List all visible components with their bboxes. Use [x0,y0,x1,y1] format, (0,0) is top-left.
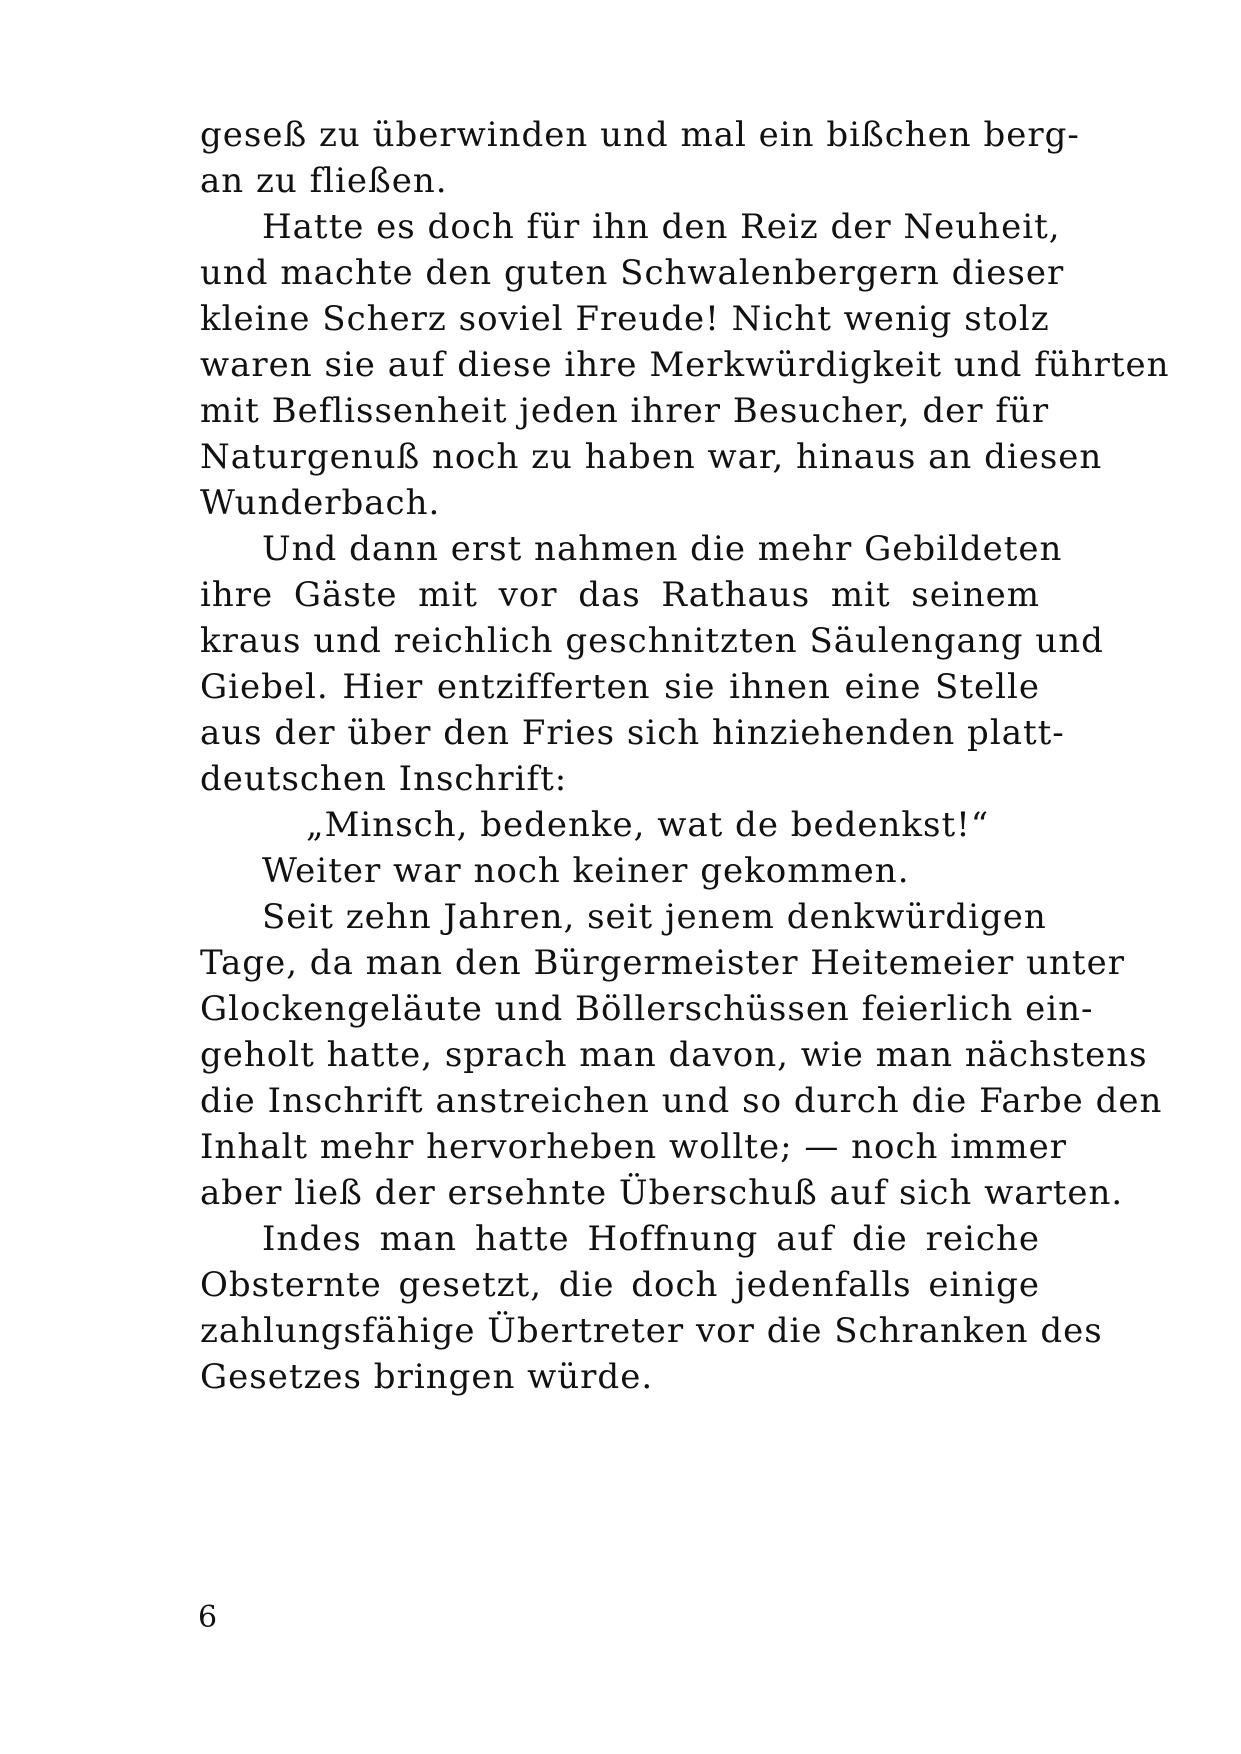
text-line: Naturgenuß noch zu haben war, hinaus an diesen [200,437,1103,477]
text-line: ihre Gäste mit vor das Rathaus mit seinem [200,575,1040,615]
text-line: Weiter war noch keiner gekommen. [262,851,910,891]
text-line: Tage, da man den Bürgermeister Heitemeier unter [200,943,1125,983]
text-line: geseß zu überwinden und mal ein bißchen berg- [200,115,1080,155]
text-line: an zu fließen. [200,161,448,201]
text-line: und machte den guten Schwalenbergern dieser [200,253,1065,293]
quotation-line: „Minsch, bedenke, wat de bedenkst!“ [306,805,990,845]
text-line: mit Beflissenheit jeden ihrer Besucher, der für [200,391,1050,431]
text-line: zahlungsfähige Übertreter vor die Schranken des [200,1311,1103,1351]
text-line: die Inschrift anstreichen und so durch die Farbe den [200,1081,1163,1121]
text-line: Seit zehn Jahren, seit jenem denkwürdigen [262,897,1047,937]
text-line: Indes man hatte Hoffnung auf die reiche [262,1219,1040,1259]
text-line: kleine Scherz soviel Freude! Nicht wenig stolz [200,299,1050,339]
text-line: waren sie auf diese ihre Merkwürdigkeit und führten [200,345,1170,385]
text-line: Und dann erst nahmen die mehr Gebildeten [262,529,1063,569]
text-line: Obsternte gesetzt, die doch jedenfalls einige [200,1265,1040,1305]
text-line: aus der über den Fries sich hinziehenden platt- [200,713,1065,753]
text-line: Inhalt mehr hervorheben wollte; — noch immer [200,1127,1067,1167]
text-line: Wunderbach. [200,483,441,523]
text-line: Giebel. Hier entzifferten sie ihnen eine Stelle [200,667,1040,707]
text-line: Glockengeläute und Böllerschüssen feierlich ein- [200,989,1094,1029]
text-line: deutschen Inschrift: [200,759,568,799]
text-line: aber ließ der ersehnte Überschuß auf sich warten. [200,1173,1124,1213]
text-line: Gesetzes bringen würde. [200,1357,654,1397]
text-line: Hatte es doch für ihn den Reiz der Neuheit, [262,207,1061,247]
text-line: geholt hatte, sprach man davon, wie man nächstens [200,1035,1148,1075]
text-line: kraus und reichlich geschnitzten Säulengang und [200,621,1104,661]
page-number: 6 [198,1600,218,1635]
